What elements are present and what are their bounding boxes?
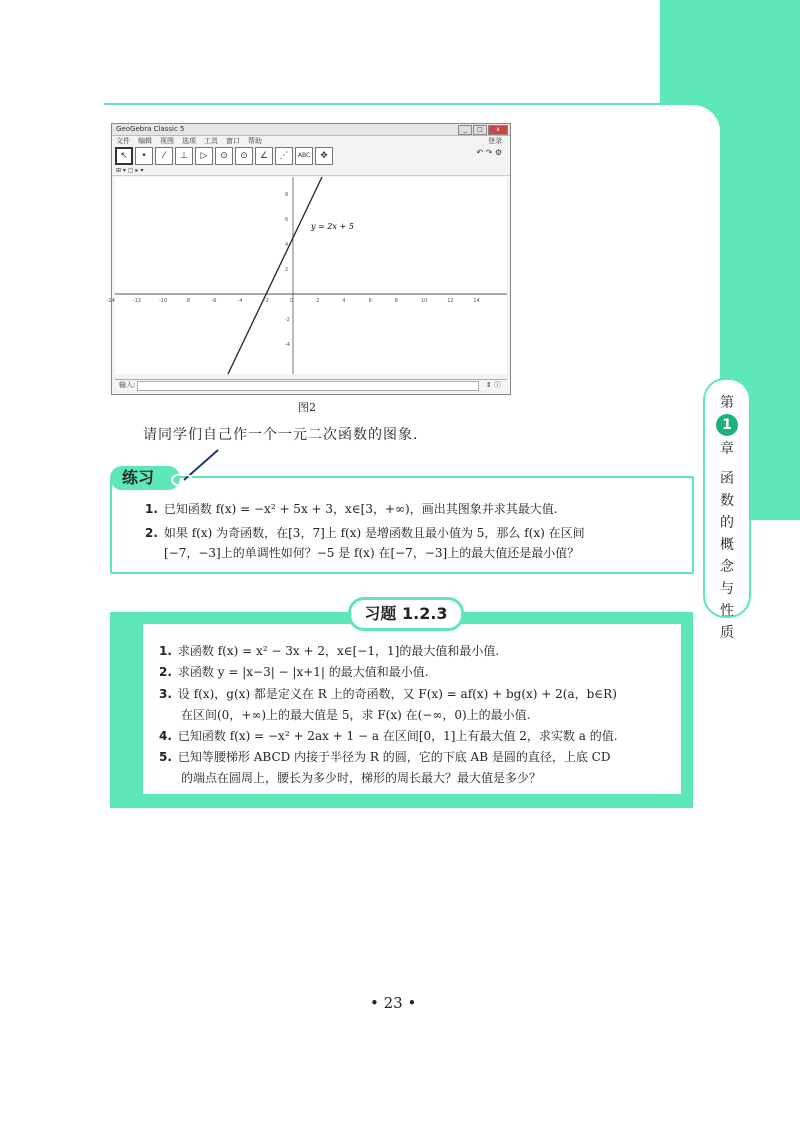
- item-text: 已知等腰梯形 ABCD 内接于半径为 R 的圆，它的下底 AB 是圆的直径，上底 CD: [177, 750, 611, 764]
- chapter-title-char: 的: [720, 515, 734, 531]
- graphics-view[interactable]: [106, 177, 507, 374]
- item-text: 已知函数 f(x) = −x² + 2ax + 1 − a 在区间[0，1]上有最大值 2，求实数 a 的值.: [177, 729, 618, 743]
- x-tick-label: 2: [316, 298, 320, 304]
- x-tick-label: -12: [132, 298, 141, 304]
- chapter-title-char: 概: [720, 537, 734, 553]
- chapter-title-char: 性: [720, 603, 734, 619]
- view-style-bar[interactable]: ⊞ ▾ ▢ ▸ ▾: [112, 166, 510, 176]
- item-text: 的端点在圆周上，腰长为多少时，梯形的周长最大？最大值是多少？: [181, 771, 542, 785]
- x-tick-label: 6: [368, 298, 372, 304]
- y-tick-label: 6: [285, 217, 289, 223]
- item-text: [−7，−3]上的单调性如何？−5 是 f(x) 在[−7，−3]上的最大值还是最小值？: [164, 546, 580, 560]
- x-tick-label: 4: [342, 298, 346, 304]
- input-label: 输入:: [119, 381, 136, 389]
- geogebra-window: [106, 123, 511, 395]
- menu-file[interactable]: 文件: [116, 137, 130, 145]
- body-paragraph: 请同学们自己作一个一元二次函数的图象.: [143, 427, 419, 443]
- input-field[interactable]: [137, 381, 479, 391]
- y-tick-label: 8: [285, 192, 289, 198]
- item-number: 5.: [159, 750, 172, 764]
- item-text: 已知函数 f(x) = −x² + 5x + 3，x∈[3，+∞)，画出其图象并求其最大值.: [163, 502, 558, 516]
- practice-label: 练习: [110, 466, 180, 490]
- item-text: 求函数 f(x) = x² − 3x + 2，x∈[−1，1]的最大值和最小值.: [177, 644, 500, 658]
- exercise-item: [159, 726, 618, 746]
- graph-canvas: [106, 177, 507, 374]
- item-number: 4.: [159, 729, 172, 743]
- window-title: GeoGebra Classic 5: [116, 125, 185, 133]
- perpendicular-tool-icon[interactable]: ⊥: [175, 147, 193, 165]
- chapter-title-char: 念: [720, 559, 734, 575]
- x-tick-label: 10: [421, 298, 428, 304]
- chapter-title-char: 质: [720, 625, 734, 641]
- x-tick-label: -14: [106, 298, 115, 304]
- reflect-tool-icon[interactable]: ⋰: [275, 147, 293, 165]
- exercise-title: 习题 1.2.3: [348, 597, 464, 631]
- practice-item-continuation: [164, 543, 579, 563]
- item-number: 1.: [159, 644, 172, 658]
- y-tick-label: -2: [285, 317, 290, 323]
- y-tick-label: 2: [285, 267, 289, 273]
- equation-label: y = 2x + 5: [311, 222, 354, 231]
- menu-help[interactable]: 帮助: [248, 137, 262, 145]
- point-tool-icon[interactable]: •: [135, 147, 153, 165]
- x-tick-label: -6: [211, 298, 217, 304]
- item-number: 1.: [145, 502, 158, 516]
- x-tick-label: -8: [185, 298, 191, 304]
- move-view-tool-icon[interactable]: ✥: [315, 147, 333, 165]
- circle-tool-icon[interactable]: ⊙: [215, 147, 233, 165]
- exercise-item-continuation: [181, 768, 541, 788]
- x-tick-label: 14: [473, 298, 480, 304]
- exercise-item: [159, 747, 610, 767]
- menu-bar: [112, 136, 510, 146]
- polygon-tool-icon[interactable]: ▷: [195, 147, 213, 165]
- x-tick-label: 8: [394, 298, 398, 304]
- menu-window[interactable]: 窗口: [226, 137, 240, 145]
- chapter-title-char: 函: [720, 471, 734, 487]
- x-tick-label: -10: [159, 298, 168, 304]
- practice-item: [145, 523, 585, 543]
- angle-tool-icon[interactable]: ∠: [255, 147, 273, 165]
- exercise-item: [159, 641, 499, 661]
- exercise-item: [159, 684, 617, 704]
- minimize-button[interactable]: _: [458, 125, 472, 135]
- figure-caption: 图2: [298, 401, 316, 414]
- y-tick-label: 4: [285, 242, 289, 248]
- y-tick-label: -4: [285, 342, 290, 348]
- undo-redo-settings-icon[interactable]: ↶ ↷ ⚙: [476, 148, 502, 157]
- exercise-item-continuation: [181, 705, 530, 725]
- item-text: 在区间(0，+∞)上的最大值是 5，求 F(x) 在(−∞，0)上的最小值.: [181, 708, 531, 722]
- exercise-item: [159, 662, 429, 682]
- practice-item: [145, 499, 558, 519]
- function-line[interactable]: [228, 177, 322, 374]
- tool-bar: [112, 146, 510, 166]
- x-tick-label: -2: [263, 298, 269, 304]
- close-button[interactable]: x: [488, 125, 508, 135]
- window-titlebar: [112, 124, 510, 136]
- circle-three-points-tool-icon[interactable]: ⊙: [235, 147, 253, 165]
- menu-tools[interactable]: 工具: [204, 137, 218, 145]
- input-help-icon[interactable]: ⇕ ⓘ: [485, 381, 501, 389]
- move-tool-icon[interactable]: ↖: [115, 147, 133, 165]
- item-text: 求函数 y = |x−3| − |x+1| 的最大值和最小值.: [177, 665, 429, 679]
- menu-options[interactable]: 选项: [182, 137, 196, 145]
- menu-view[interactable]: 视图: [160, 137, 174, 145]
- item-number: 2.: [145, 526, 158, 540]
- item-number: 2.: [159, 665, 172, 679]
- x-tick-label: 12: [447, 298, 454, 304]
- menu-edit[interactable]: 编辑: [138, 137, 152, 145]
- text-tool-icon[interactable]: ABC: [295, 147, 313, 165]
- sign-in-link[interactable]: 登录: [488, 137, 502, 145]
- chapter-suffix: 章: [720, 441, 734, 457]
- chapter-number: 1: [716, 414, 738, 436]
- item-text: 设 f(x)，g(x) 都是定义在 R 上的奇函数，又 F(x) = af(x) + bg(x) + 2(a，b∈R): [177, 687, 617, 701]
- maximize-button[interactable]: □: [473, 125, 487, 135]
- x-tick-label: -4: [237, 298, 243, 304]
- chapter-title-char: 数: [720, 493, 734, 509]
- page-number: • 23 •: [370, 994, 417, 1012]
- chapter-tab: [703, 378, 751, 641]
- item-number: 3.: [159, 687, 172, 701]
- chapter-prefix: 第: [720, 395, 734, 411]
- x-tick-label: 0: [290, 298, 294, 304]
- input-bar: [115, 379, 507, 390]
- line-tool-icon[interactable]: ⁄: [155, 147, 173, 165]
- pen-icon: [166, 446, 226, 490]
- item-text: 如果 f(x) 为奇函数，在[3，7]上 f(x) 是增函数且最小值为 5，那么 f(x) 在区间: [163, 526, 585, 540]
- chapter-title-char: 与: [720, 581, 734, 597]
